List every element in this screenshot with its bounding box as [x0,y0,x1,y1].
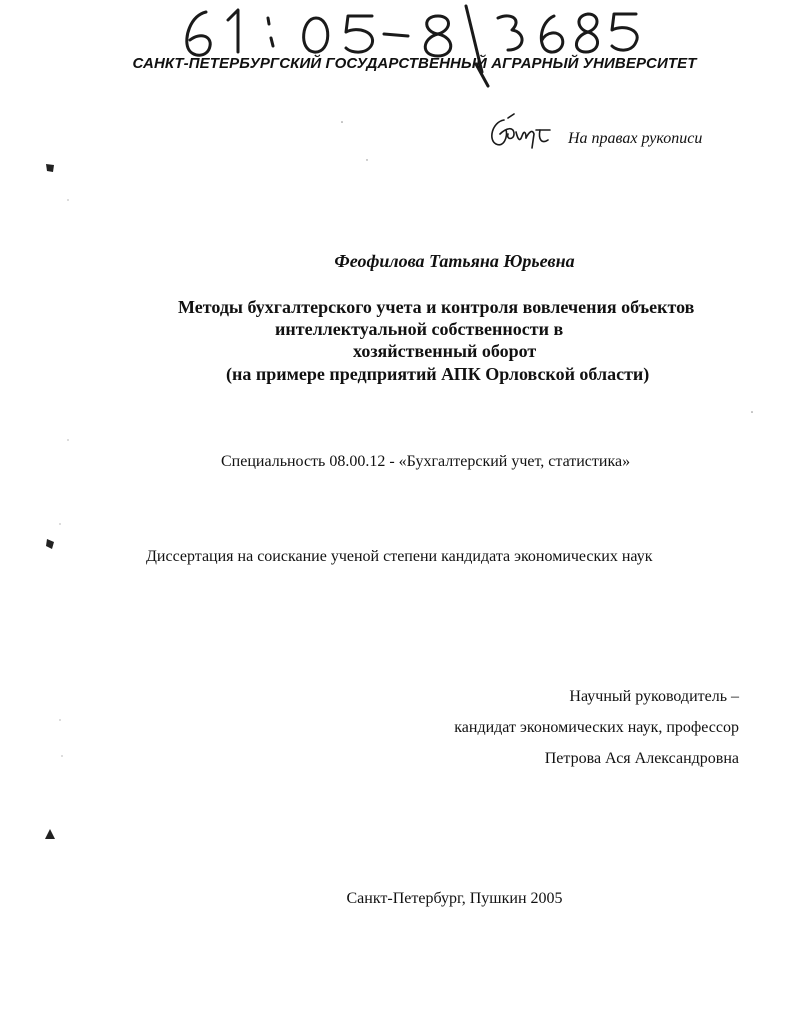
title-line: интеллектуальной собственности в [275,319,564,339]
punch-hole-mark [44,162,56,174]
title-line: Методы бухгалтерского учета и контроля вовлечения объектов [178,297,695,317]
handwritten-signature [486,110,558,160]
handwritten-archive-number-drawing [176,2,646,88]
title-line: хозяйственный оборот [353,341,537,361]
title-line: (на примере предприятий АПК Орловской области) [226,364,650,384]
supervisor-name: Петрова Ася Александровна [544,750,739,767]
university-name: САНКТ-ПЕТЕРБУРГСКИЙ ГОСУДАРСТВЕННЫЙ АГРАРНЫЙ УНИВЕРСИТЕТ [132,55,697,72]
signature-drawing [486,110,558,160]
supervisor-role: Научный руководитель – [569,688,739,705]
supervisor-block [454,681,739,774]
dissertation-degree-line: Диссертация на соискание ученой степени кандидата экономических наук [146,548,653,565]
punch-hole-mark [44,538,56,550]
handwritten-archive-number [176,2,646,88]
manuscript-rights-label: На правах рукописи [568,130,703,147]
punch-hole-mark [44,828,56,840]
author-name: Феофилова Татьяна Юрьевна [334,251,575,271]
specialty-line: Специальность 08.00.12 - «Бухгалтерский учет, статистика» [221,453,631,470]
supervisor-degree: кандидат экономических наук, профессор [454,719,739,736]
place-and-year: Санкт-Петербург, Пушкин 2005 [346,890,563,907]
